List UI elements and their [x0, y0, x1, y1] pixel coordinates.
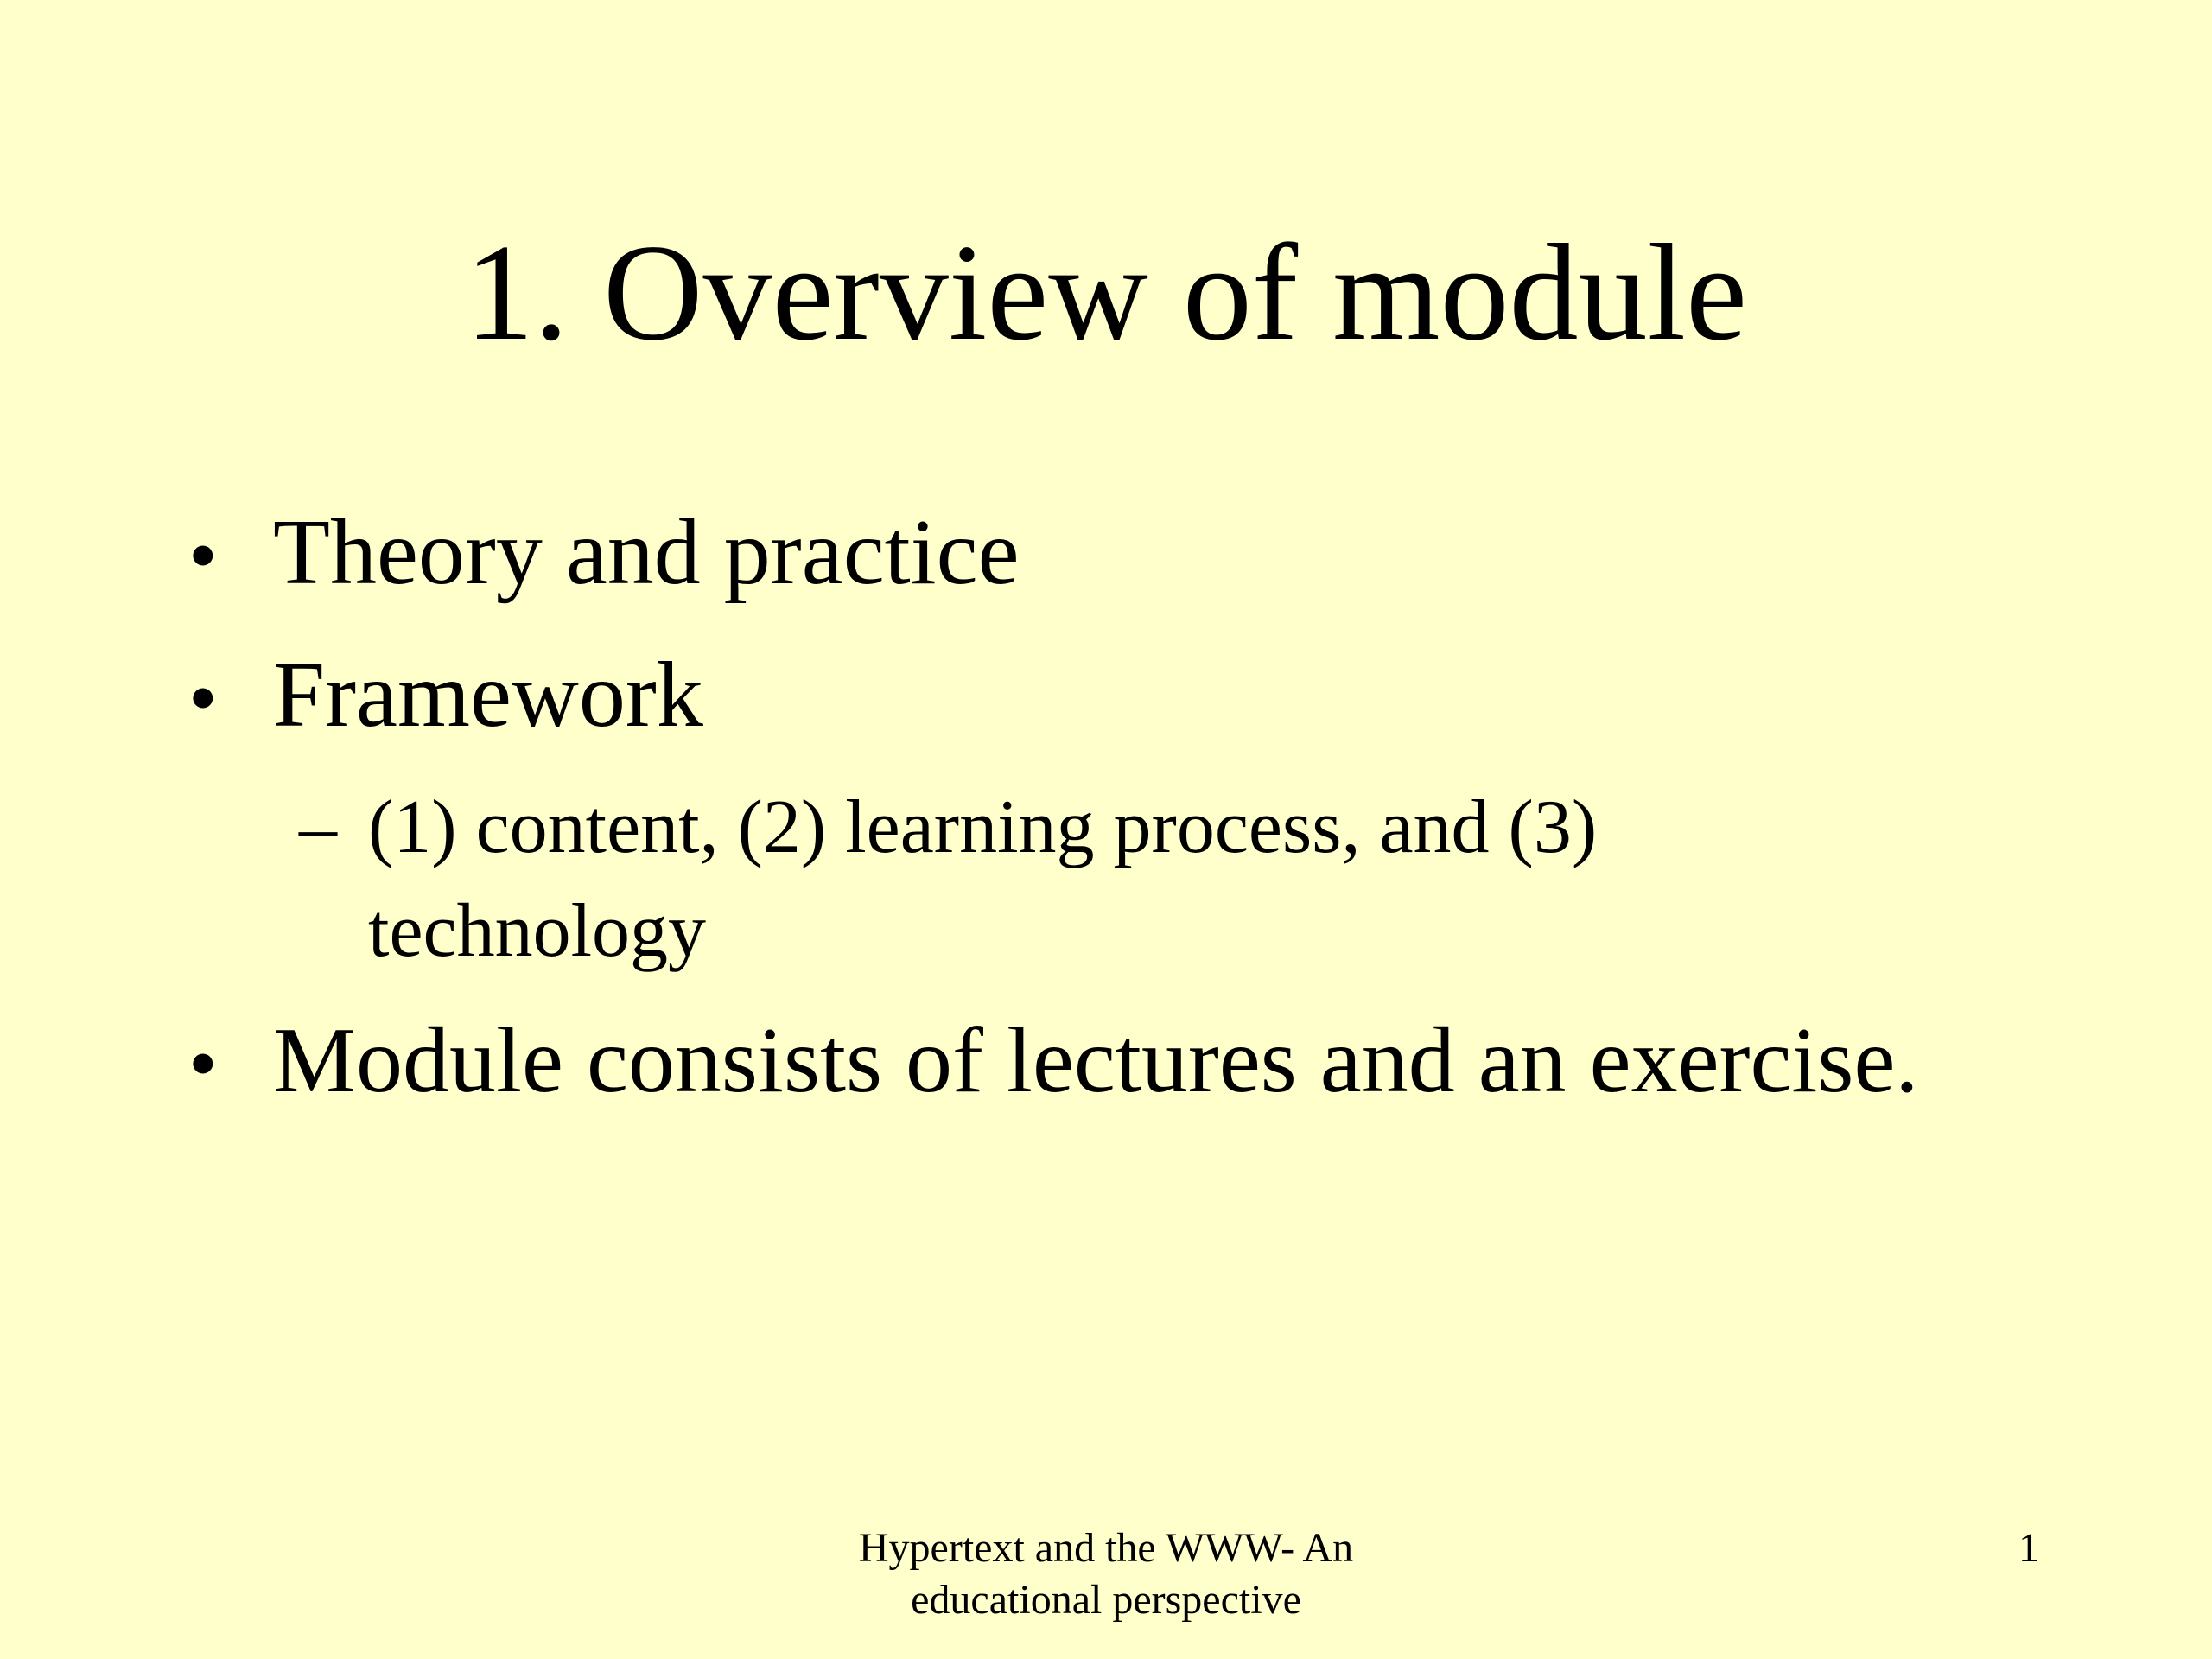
slide-title: 1. Overview of module: [464, 215, 1748, 369]
page-number: 1: [2018, 1525, 2039, 1571]
bullet-text: Theory and practice: [273, 501, 1020, 604]
bullet-marker: •: [188, 1017, 218, 1109]
sub-bullet-marker: –: [299, 785, 337, 869]
bullet-item: [188, 644, 703, 750]
bullet-item: [188, 1009, 1918, 1116]
bullet-text: Framework: [273, 644, 703, 747]
bullet-marker: •: [188, 509, 218, 601]
footer-line-2: educational perspective: [911, 1577, 1301, 1623]
bullet-marker: •: [188, 652, 218, 744]
footer-line-1: Hypertext and the WWW- An: [858, 1525, 1354, 1571]
footer-caption: [760, 1522, 1452, 1626]
sub-bullet-item: [299, 776, 1837, 983]
bullet-item: [188, 501, 1020, 607]
sub-bullet-text: (1) content, (2) learning process, and (3) technology: [368, 785, 1598, 973]
bullet-text: Module consists of lectures and an exercise.: [273, 1009, 1919, 1112]
